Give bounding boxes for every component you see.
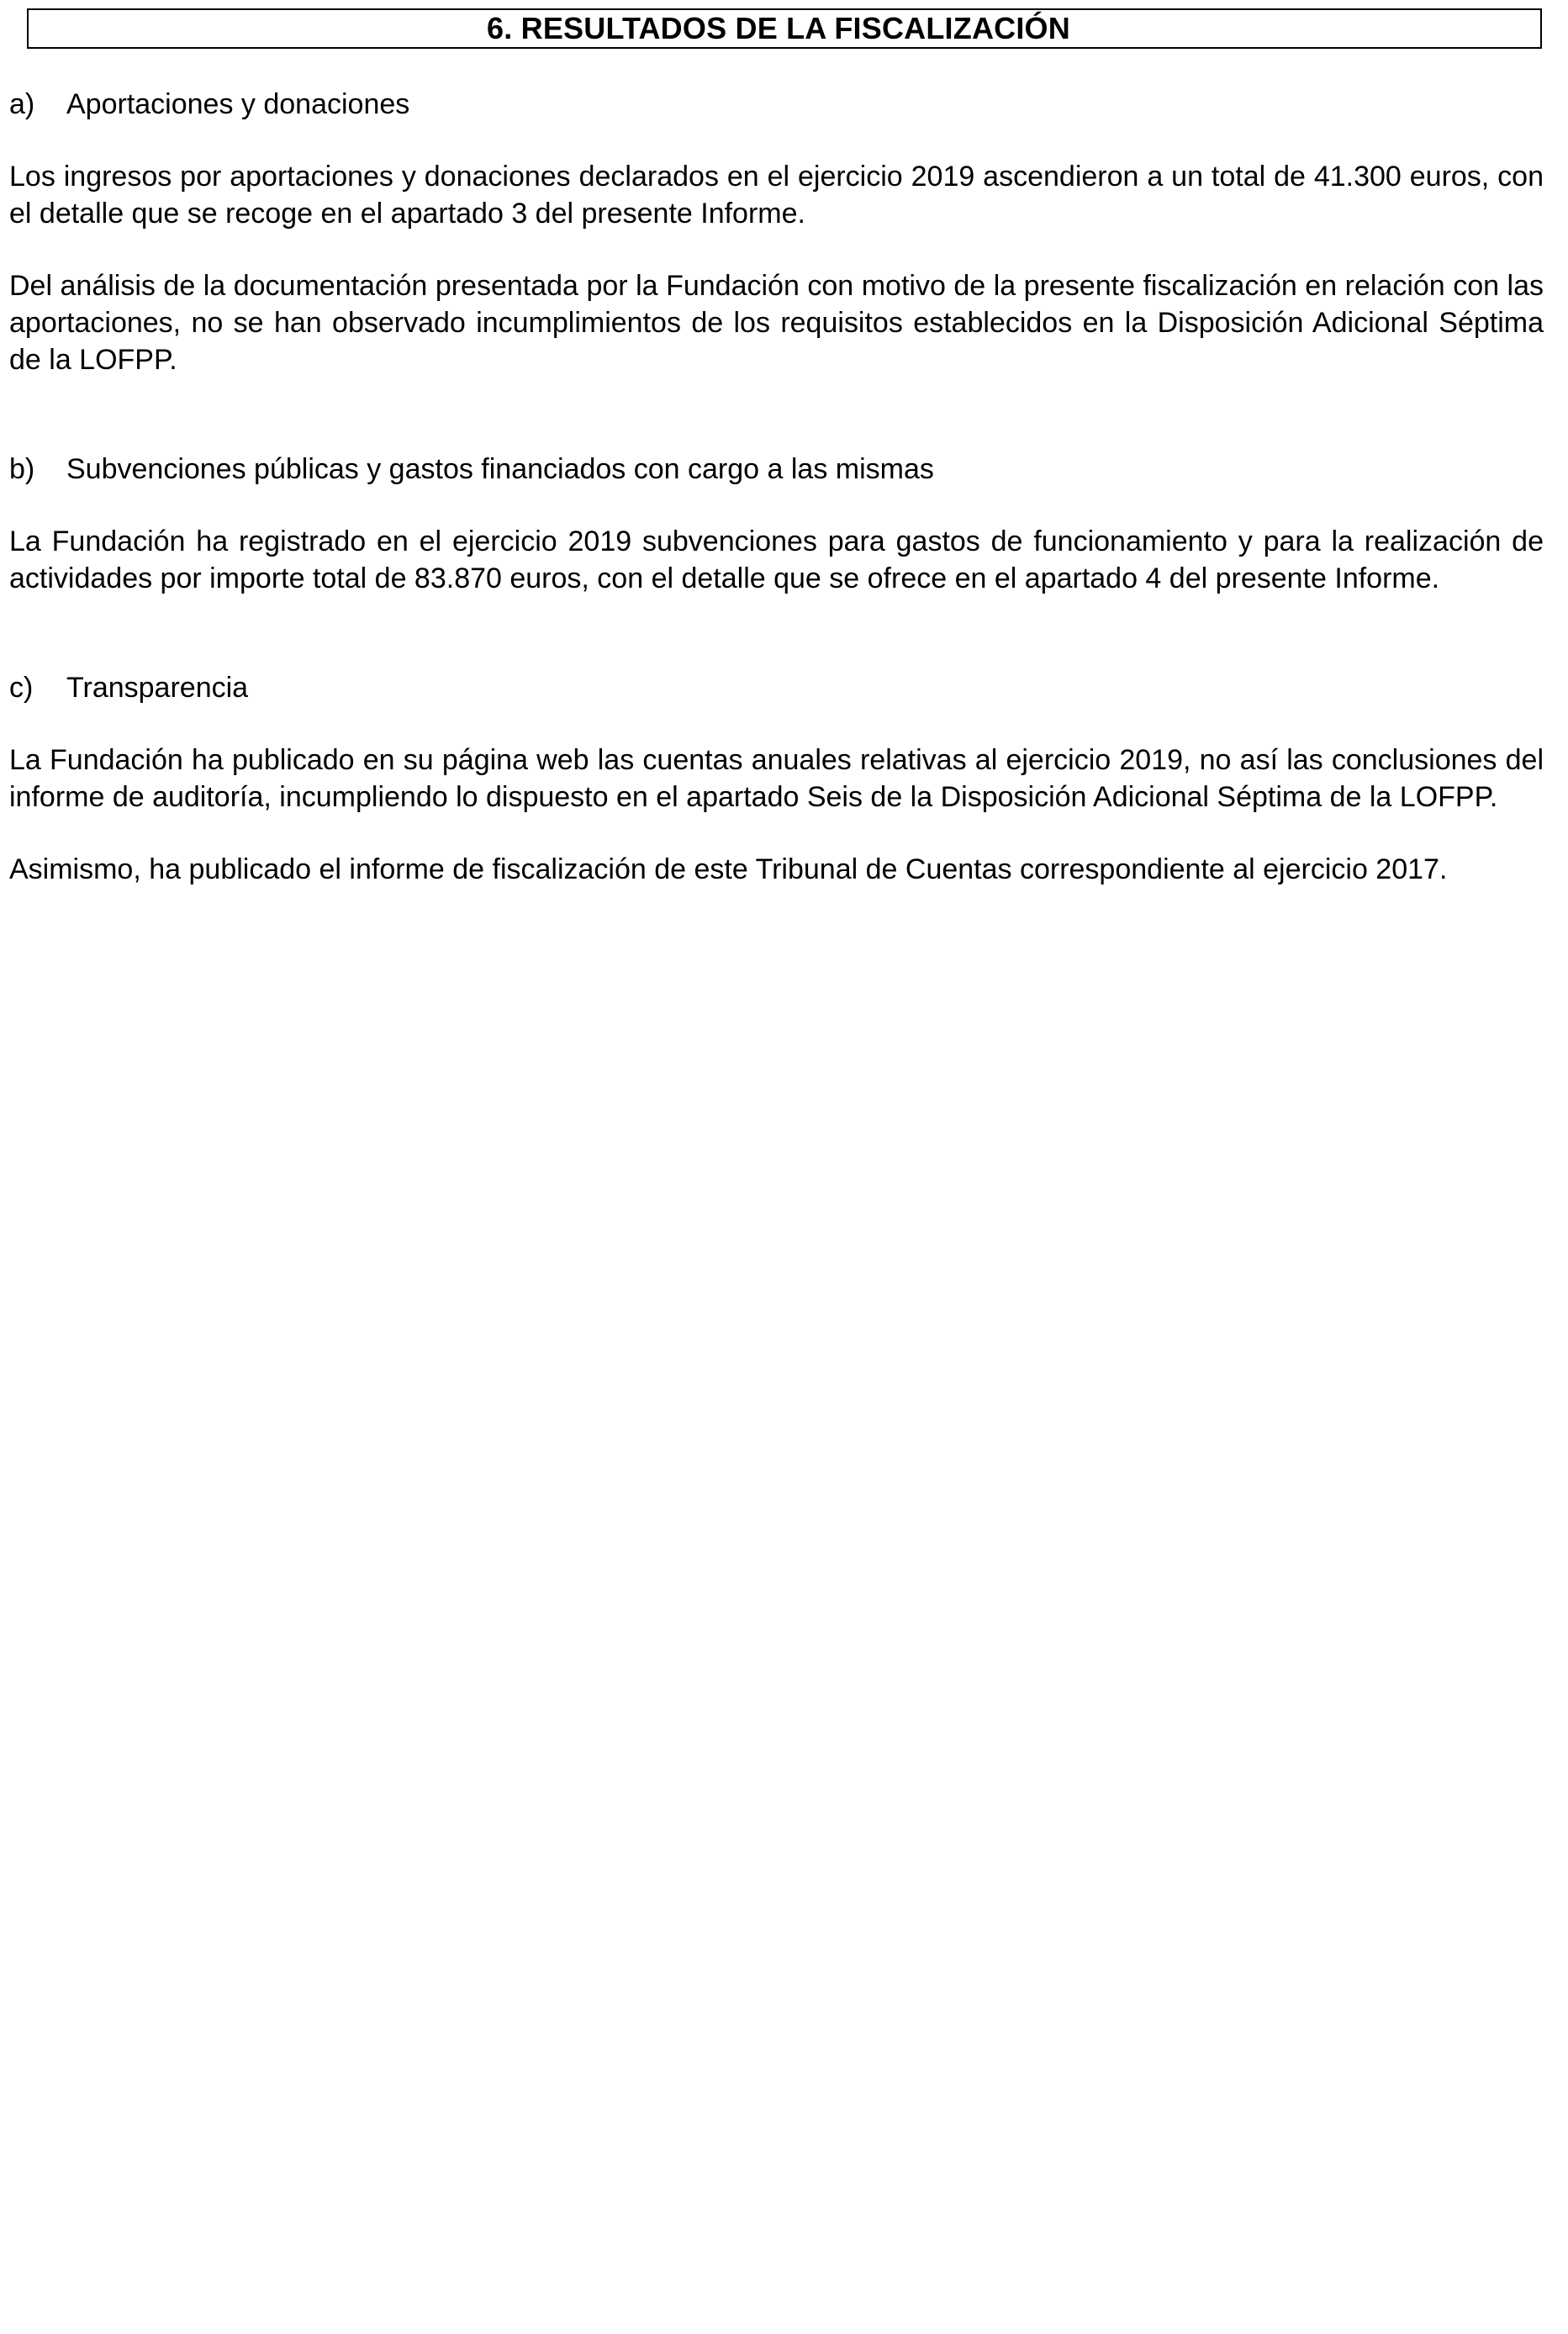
paragraph: Asimismo, ha publicado el informe de fiscalización de este Tribunal de Cuentas correspondiente al ejercicio 2017. <box>9 853 1448 885</box>
paragraph: Los ingresos por aportaciones y donaciones declarados en el ejercicio 2019 ascendieron a un total de 41.300 euros, con el detalle que se recoge en el apartado 3 del presente Informe. <box>9 161 1544 230</box>
subsection-letter: c) <box>9 672 34 704</box>
paragraph: La Fundación ha publicado en su página web las cuentas anuales relativas al ejercicio 2019, no así las conclusiones del informe de auditoría, incumpliendo lo dispuesto en el apartado Seis de la Disposición Adicional Séptima de la LOFPP. <box>9 744 1544 813</box>
subsection-letter: a) <box>9 88 35 120</box>
document-page <box>9 8 1544 888</box>
subsection-title: Transparencia <box>66 672 249 704</box>
section-title-box <box>27 8 1542 49</box>
subsection-title: Subvenciones públicas y gastos financiados con cargo a las mismas <box>66 453 934 485</box>
subsection-letter: b) <box>9 453 35 485</box>
section-title: 6. RESULTADOS DE LA FISCALIZACIÓN <box>487 11 1070 45</box>
subsection-title: Aportaciones y donaciones <box>66 88 410 120</box>
paragraph: La Fundación ha registrado en el ejercicio 2019 subvenciones para gastos de funcionamiento y para la realización de actividades por importe total de 83.870 euros, con el detalle que se ofrece en el apartado 4 del presente Informe. <box>9 525 1544 594</box>
subsection-heading-b <box>9 451 1544 488</box>
subsection-heading-a <box>9 86 1544 123</box>
subsection-heading-c <box>9 669 1544 706</box>
paragraph: Del análisis de la documentación presentada por la Fundación con motivo de la presente fiscalización en relación con las aportaciones, no se han observado incumplimientos de los requisitos establecidos en la Disposición Adicional Séptima de la LOFPP. <box>9 270 1544 376</box>
